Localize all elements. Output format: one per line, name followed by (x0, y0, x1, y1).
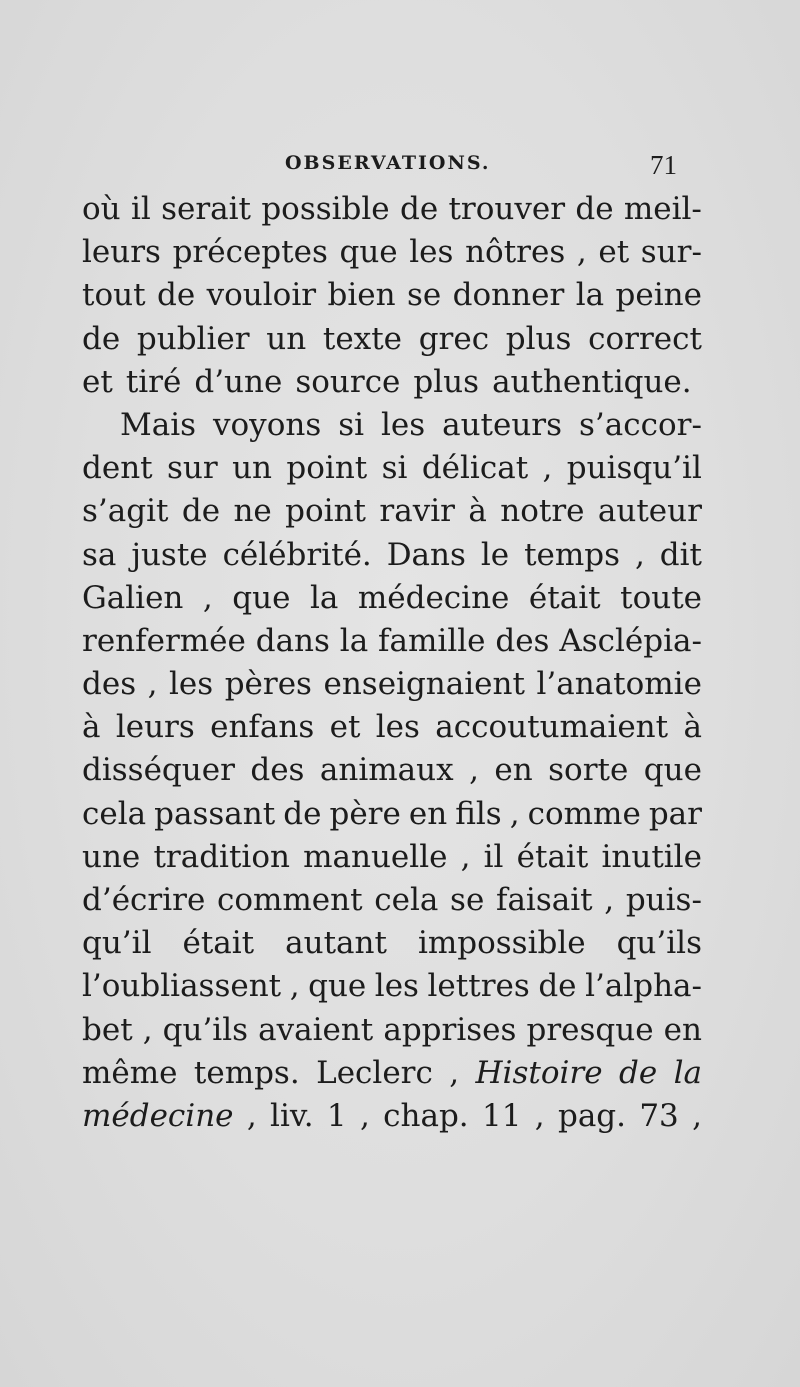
text-line (82, 706, 702, 749)
word: ne (233, 493, 272, 530)
word: si (381, 450, 408, 487)
word: impossible (417, 925, 586, 962)
word: préceptes (172, 234, 328, 271)
word: que (643, 752, 702, 789)
word: comment (216, 882, 363, 918)
word: et (329, 709, 361, 746)
word: les (375, 709, 420, 746)
word: délicat (421, 450, 529, 487)
word: il (130, 191, 151, 227)
word: ravir (379, 493, 455, 530)
word: presque (526, 1011, 654, 1048)
page-number: 71 (650, 150, 677, 180)
word: s’accor- (579, 406, 702, 443)
word: Asclépia- (559, 622, 702, 659)
word: pag. (557, 1097, 626, 1134)
word: la (673, 1054, 702, 1091)
word: temps (524, 536, 621, 573)
word: comme (527, 795, 641, 832)
word: auteur (597, 493, 702, 530)
word: , (246, 1097, 257, 1134)
word: trouver (448, 191, 566, 227)
word: s’agit (82, 493, 169, 530)
word: 73 (639, 1097, 679, 1134)
word: était (528, 579, 601, 616)
word: tout (82, 277, 146, 314)
word: , (576, 234, 587, 271)
word: qu’il (82, 925, 152, 962)
word: la (575, 277, 605, 314)
text-line (82, 922, 702, 965)
word: de (283, 795, 322, 832)
word: célébrité. (222, 536, 372, 573)
word: médecine (82, 1097, 234, 1134)
word: de (181, 493, 221, 530)
word: était (182, 925, 255, 962)
word: de (575, 191, 614, 227)
word: la (339, 622, 369, 659)
word: manuelle (303, 838, 448, 875)
word: , (634, 536, 645, 573)
word: à (82, 709, 101, 746)
word: à (468, 493, 487, 530)
word: , (469, 752, 479, 789)
word: les (169, 666, 214, 703)
word: de (538, 968, 577, 1005)
text-line (82, 231, 702, 274)
word: point (286, 450, 368, 487)
word: , (449, 1054, 460, 1091)
running-head (0, 152, 800, 182)
word: l’anatomie (536, 666, 702, 703)
word: , (534, 1097, 545, 1134)
word: , (509, 795, 520, 832)
word: dans (255, 622, 330, 659)
word: il (483, 838, 504, 875)
text-line (82, 534, 702, 577)
word: des (82, 666, 137, 703)
word: enseignaient (323, 666, 525, 703)
word: les (380, 406, 426, 443)
word: même (82, 1054, 178, 1091)
word: passant (154, 795, 276, 832)
word: et (598, 234, 630, 271)
text-line (82, 361, 702, 404)
word: en (408, 795, 448, 832)
word: l’oubliassent (82, 968, 282, 1005)
word: qu’ils (162, 1011, 249, 1048)
word: apprises (383, 1011, 517, 1048)
word: un (266, 320, 307, 357)
word: en (494, 752, 533, 789)
word: de (399, 191, 439, 227)
word: sorte (548, 752, 629, 789)
word: père (329, 795, 401, 832)
word: les (409, 234, 454, 271)
word: leurs (115, 709, 195, 746)
word: chap. (383, 1097, 469, 1134)
word: faisait (495, 882, 593, 918)
word: inutile (601, 838, 702, 875)
word: voyons (213, 406, 322, 443)
word: Dans (386, 536, 466, 573)
word: en (663, 1011, 702, 1048)
word: qu’ils (616, 925, 702, 962)
text-line (82, 1095, 702, 1138)
word: 11 (482, 1097, 522, 1134)
text-line (82, 1052, 702, 1095)
word: donner (452, 277, 565, 314)
word: médecine (357, 579, 510, 616)
word: leurs (82, 234, 161, 271)
word: le (480, 536, 510, 573)
word: tiré (125, 363, 182, 400)
word: tradition (153, 838, 290, 875)
word: lettres (427, 968, 530, 1005)
word: Leclerc (316, 1054, 433, 1091)
word: juste (131, 536, 208, 573)
word: , (542, 450, 553, 487)
word: temps. (193, 1054, 300, 1091)
word: meil- (623, 191, 702, 227)
word: texte (322, 320, 402, 357)
word: que (308, 968, 367, 1005)
word: publier (136, 320, 250, 357)
word: , (460, 838, 471, 875)
word: que (232, 579, 291, 616)
word: se (406, 277, 442, 314)
text-line (82, 965, 702, 1008)
word: fils (455, 795, 502, 832)
word: de (618, 1054, 658, 1091)
word: Galien (82, 579, 184, 616)
text-line (82, 1009, 702, 1052)
word: Histoire (475, 1054, 603, 1091)
word: et (82, 363, 113, 400)
word: à (683, 709, 702, 746)
word: les (374, 968, 419, 1005)
word: l’alpha- (585, 968, 702, 1005)
word: possible (261, 191, 390, 227)
word: point (285, 493, 367, 530)
word: , (692, 1097, 702, 1134)
running-title: OBSERVATIONS. (285, 152, 491, 174)
word: , (202, 579, 213, 616)
word: où (82, 191, 121, 227)
word: dent (82, 450, 153, 487)
text-line (82, 793, 702, 836)
word: était (516, 838, 589, 875)
word: que (339, 234, 398, 271)
word: sur- (640, 234, 702, 271)
word: source (295, 363, 401, 400)
word: des (250, 752, 305, 789)
word: avaient (258, 1011, 374, 1048)
word: , (359, 1097, 370, 1134)
word: d’écrire (82, 882, 206, 918)
word: peine (615, 277, 702, 314)
word: liv. (270, 1097, 314, 1134)
word: accoutumaient (435, 709, 669, 746)
text-line (82, 663, 702, 706)
text-line (82, 836, 702, 879)
word: , (289, 968, 300, 1005)
text-line (82, 447, 702, 490)
word: une (82, 838, 141, 875)
word: sa (82, 536, 117, 573)
word: Mais (120, 406, 197, 443)
word: autant (285, 925, 387, 962)
word: 1 (326, 1097, 347, 1134)
word: d’une (194, 363, 283, 400)
word: plus (505, 320, 572, 357)
word: cela (82, 795, 147, 832)
word: , (142, 1011, 153, 1048)
word: disséquer (82, 752, 235, 789)
word: puis- (625, 882, 702, 918)
word: bet (82, 1011, 133, 1048)
body-text (82, 188, 702, 1138)
word: animaux (319, 752, 454, 789)
word: famille (378, 622, 486, 659)
word: renfermée (82, 622, 246, 659)
word: un (232, 450, 273, 487)
text-line (82, 490, 702, 533)
word: par (648, 795, 702, 832)
text-line (82, 274, 702, 317)
word: se (450, 882, 485, 918)
text-line (82, 318, 702, 361)
word: la (309, 579, 339, 616)
text-line (82, 404, 702, 447)
word: si (338, 406, 365, 443)
word: cela (374, 882, 439, 918)
word: pères (224, 666, 312, 703)
word: auteurs (442, 406, 563, 443)
word: serait (161, 191, 252, 227)
word: correct (588, 320, 702, 357)
word: dit (659, 536, 702, 573)
text-line (82, 879, 702, 922)
word: , (147, 666, 158, 703)
word: sur (167, 450, 218, 487)
word: nôtres (465, 234, 566, 271)
word: des (495, 622, 550, 659)
text-line (82, 749, 702, 792)
word: enfans (210, 709, 315, 746)
word: , (604, 882, 615, 918)
word: plus (413, 363, 480, 400)
text-line (82, 577, 702, 620)
word: puisqu’il (566, 450, 702, 487)
word: bien (327, 277, 396, 314)
word: grec (418, 320, 490, 357)
word: de (156, 277, 196, 314)
text-line (82, 188, 702, 231)
word: notre (500, 493, 585, 530)
text-line (82, 620, 702, 663)
word: vouloir (206, 277, 317, 314)
word: toute (620, 579, 702, 616)
word: authentique. (492, 363, 692, 400)
word: de (82, 320, 121, 357)
